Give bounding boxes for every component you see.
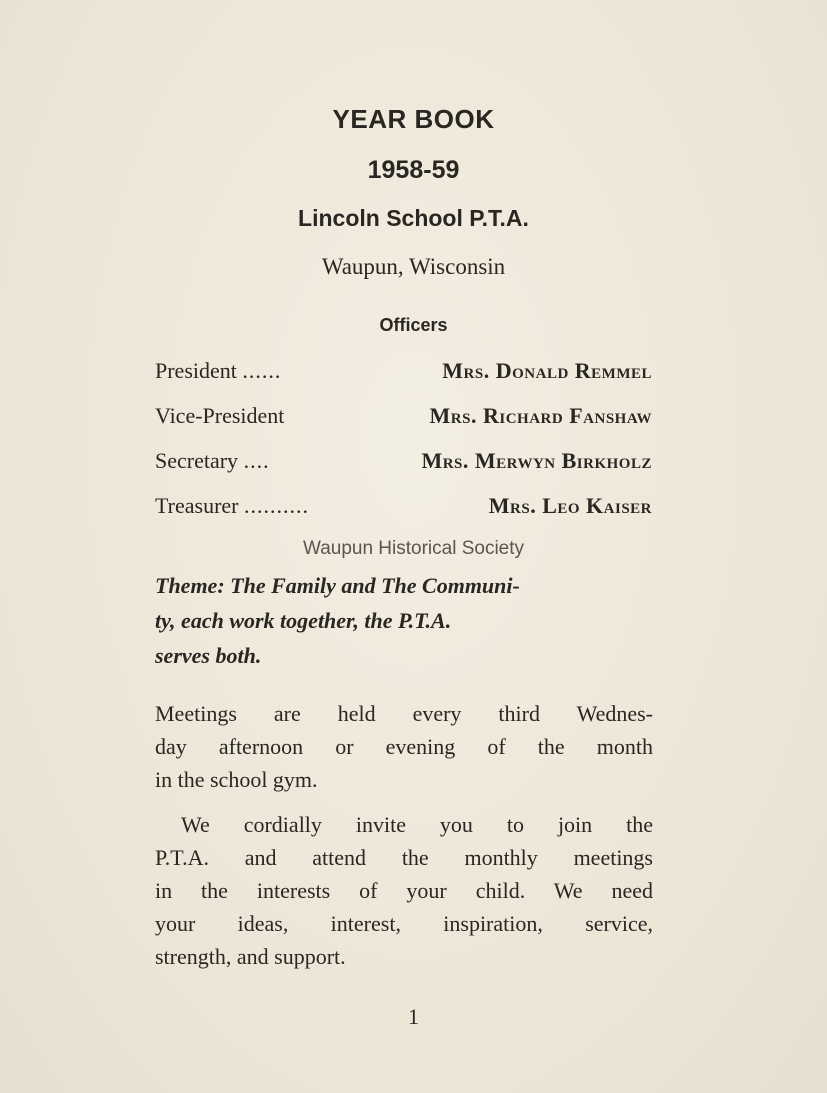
theme-line: serves both. — [155, 643, 262, 668]
paragraph-line: in the school gym. — [155, 767, 318, 792]
officer-row-vice-president — [155, 403, 652, 429]
paragraph-line: We cordially invite you to join the — [181, 812, 653, 837]
yearbook-year: 1958-59 — [367, 156, 460, 184]
page-number: 1 — [408, 1004, 419, 1029]
paragraph-line: in the interests of your child. We need — [155, 878, 653, 903]
paragraph-line: strength, and support. — [155, 944, 346, 969]
leader-dots: .... — [243, 448, 270, 473]
paragraph-line: day afternoon or evening of the month — [155, 734, 653, 759]
leader-dots: .......... — [244, 493, 309, 518]
paragraph-line: Meetings are held every third Wednes- — [155, 701, 653, 726]
officer-name: Mrs. Richard Fanshaw — [429, 403, 652, 428]
paragraph-line: P.T.A. and attend the monthly meetings — [155, 845, 653, 870]
officer-name: Mrs. Donald Remmel — [442, 358, 652, 383]
officer-role: Secretary — [155, 448, 239, 473]
officer-row-president — [155, 358, 652, 384]
paragraph-line: your ideas, interest, inspiration, service, — [155, 911, 653, 936]
officers-heading: Officers — [379, 315, 448, 335]
officer-role: President — [155, 358, 237, 383]
leader-dots: ...... — [242, 358, 282, 383]
watermark: Waupun Historical Society — [302, 538, 525, 559]
theme-line: ty, each work together, the P.T.A. — [155, 608, 452, 633]
theme-line: Theme: The Family and The Communi- — [155, 573, 520, 598]
officer-name: Mrs. Merwyn Birkholz — [421, 448, 652, 473]
officer-name: Mrs. Leo Kaiser — [488, 493, 652, 518]
school-name: Lincoln School P.T.A. — [298, 205, 529, 231]
theme-statement — [155, 568, 655, 673]
school-location: Waupun, Wisconsin — [321, 254, 506, 279]
meetings-paragraph — [155, 697, 653, 796]
yearbook-title: YEAR BOOK — [332, 104, 495, 134]
officer-role: Vice-President — [155, 403, 285, 428]
officer-role: Treasurer — [155, 493, 239, 518]
officer-row-secretary — [155, 448, 652, 474]
invitation-paragraph — [155, 808, 653, 973]
officer-row-treasurer — [155, 493, 652, 519]
